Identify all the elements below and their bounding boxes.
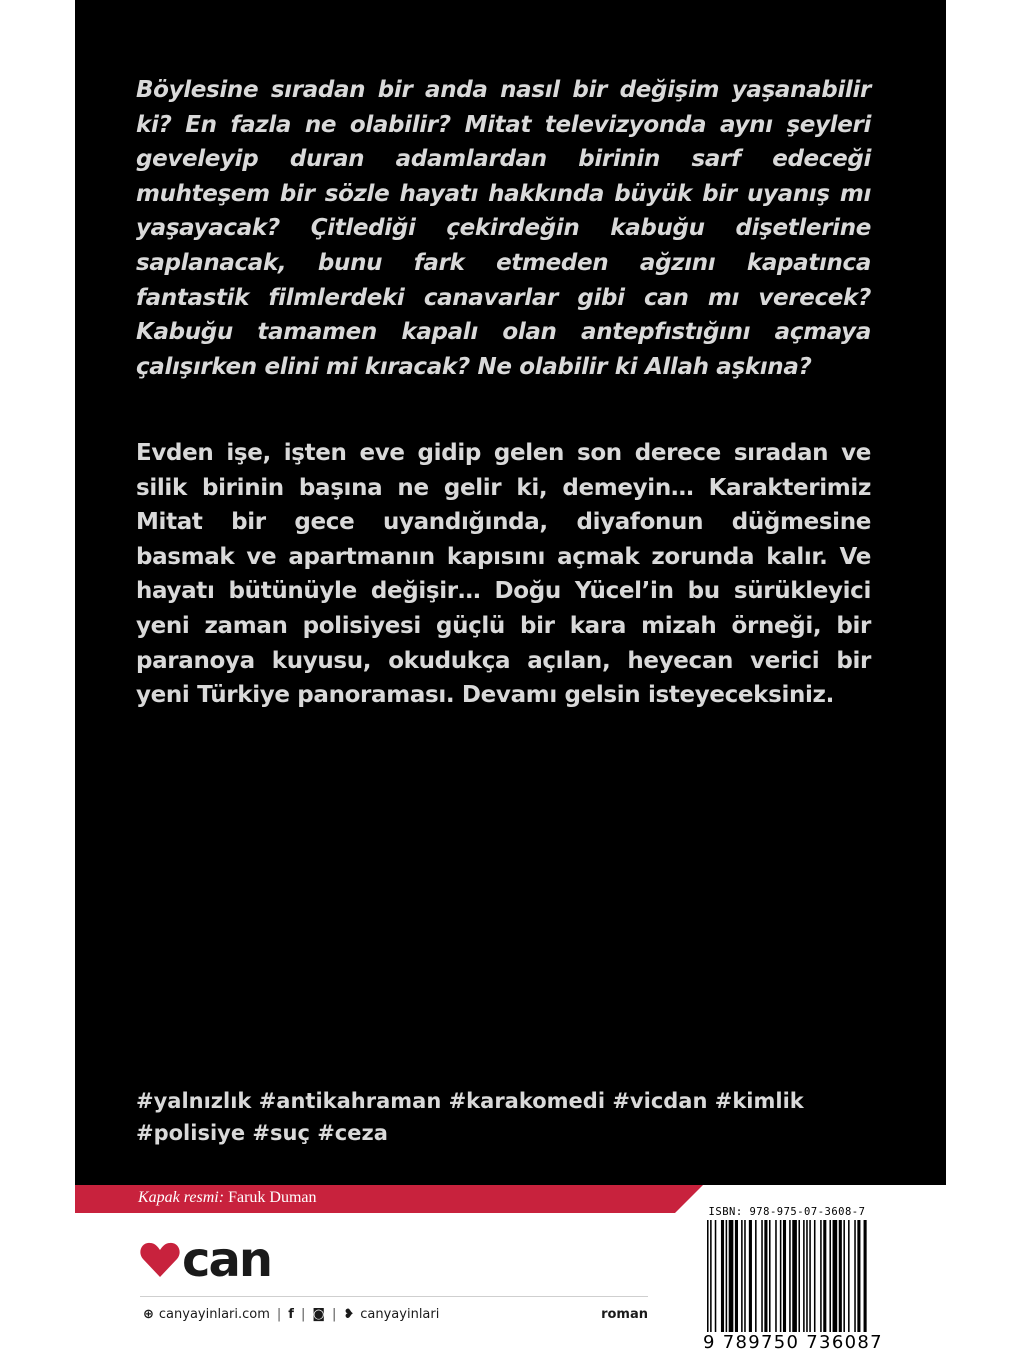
barcode-bar: [726, 1220, 728, 1332]
barcode-bar: [854, 1220, 856, 1332]
barcode-bar: [848, 1220, 850, 1332]
facebook-icon[interactable]: f: [288, 1306, 294, 1322]
barcode-bar: [857, 1220, 860, 1332]
barcode-bar: [820, 1220, 822, 1332]
instagram-icon[interactable]: ◙: [312, 1306, 325, 1322]
twitter-icon[interactable]: ❥: [343, 1306, 355, 1322]
logo-wordmark: can: [182, 1232, 272, 1288]
barcode-bar: [729, 1220, 734, 1332]
cover-credit: [138, 1189, 317, 1207]
barcode-bar: [843, 1220, 845, 1332]
website-link[interactable]: canyayinlari.com: [158, 1306, 270, 1322]
barcode-bar: [814, 1220, 816, 1332]
cover-credit-name: Faruk Duman: [228, 1189, 317, 1206]
barcode-bar: [715, 1220, 717, 1332]
publisher-logo: [140, 1232, 272, 1288]
barcode-bar: [707, 1220, 709, 1332]
barcode-bar: [864, 1220, 867, 1332]
barcode-bar: [755, 1220, 757, 1332]
barcode-bar: [775, 1220, 777, 1332]
genre-label: roman: [601, 1306, 648, 1322]
barcode-number: 9 789750 736087: [703, 1332, 883, 1353]
barcode-bar: [744, 1220, 746, 1332]
barcode-bar: [735, 1220, 738, 1332]
barcode: [705, 1220, 867, 1332]
barcode-bar: [764, 1220, 767, 1332]
barcode-bar: [783, 1220, 786, 1332]
social-handle[interactable]: canyayinlari: [360, 1306, 440, 1322]
heart-icon: [140, 1242, 180, 1278]
isbn-block: [701, 1198, 883, 1356]
barcode-bar: [839, 1220, 842, 1332]
barcode-bar: [803, 1220, 805, 1332]
publisher-footer: [143, 1304, 648, 1324]
footer-divider: [140, 1296, 648, 1297]
barcode-bar: [710, 1220, 712, 1332]
barcode-bar: [769, 1220, 771, 1332]
globe-icon: ⊕: [143, 1306, 154, 1322]
barcode-bar: [809, 1220, 811, 1332]
separator: |: [331, 1306, 337, 1322]
blurb-paragraph-1: Böylesine sıradan bir anda nasıl bir değişim yaşanabilir ki? En fazla ne olabilir? Mitat televizyonda aynı şeyleri geveleyip duran adamlardan birinin sarf edeceği muhteşem bir sözle hayatı hakkında büyük bir uyanış mı yaşayacak? Çitlediği çekirdeğin kabuğu dişetlerine saplanacak, bunu fark etmeden ağzını kapatınca fantastik filmlerdeki canavarlar gibi can mı verecek? Kabuğu tamamen kapalı olan antepfıstığını açmaya çalışırken elini mi kıracak? Ne olabilir ki Allah aşkına?: [136, 77, 871, 380]
barcode-bar: [780, 1220, 782, 1332]
barcode-bar: [741, 1220, 743, 1332]
barcode-bar: [806, 1220, 808, 1332]
barcode-bar: [829, 1220, 831, 1332]
back-cover-panel: [75, 0, 946, 1185]
barcode-bar: [721, 1220, 724, 1332]
cover-credit-bar: [75, 1185, 675, 1213]
hashtags: #yalnızlık #antikahraman #karakomedi #vicdan #kimlik #polisiye #suç #ceza: [136, 1089, 804, 1145]
barcode-bar: [798, 1220, 800, 1332]
barcode-bar: [823, 1220, 826, 1332]
barcode-bar: [789, 1220, 791, 1332]
barcode-bar: [792, 1220, 797, 1332]
separator: |: [276, 1306, 282, 1322]
barcode-bar: [833, 1220, 838, 1332]
barcode-bar: [749, 1220, 752, 1332]
separator: |: [300, 1306, 306, 1322]
isbn-label: ISBN: 978-975-07-3608-7: [708, 1206, 866, 1218]
blurb-paragraph-2: Evden işe, işten eve gidip gelen son derece sıradan ve silik birinin başına ne gelir ki, demeyin… Karakterimiz Mitat bir gece uyandığında, diyafonun düğmesine basmak ve apartmanın kapısını açmak zorunda kalır. Ve hayatı bütünüyle değişir… Doğu Yücel’in bu sürükleyici yeni zaman polisiyesi güçlü bir kara mizah örneği, bir paranoya kuyusu, okudukça açılan, heyecan verici bir yeni Türkiye panoraması. Devamı gelsin isteyeceksiniz.: [136, 440, 871, 709]
cover-credit-label: Kapak resmi:: [138, 1189, 225, 1206]
barcode-bar: [761, 1220, 763, 1332]
